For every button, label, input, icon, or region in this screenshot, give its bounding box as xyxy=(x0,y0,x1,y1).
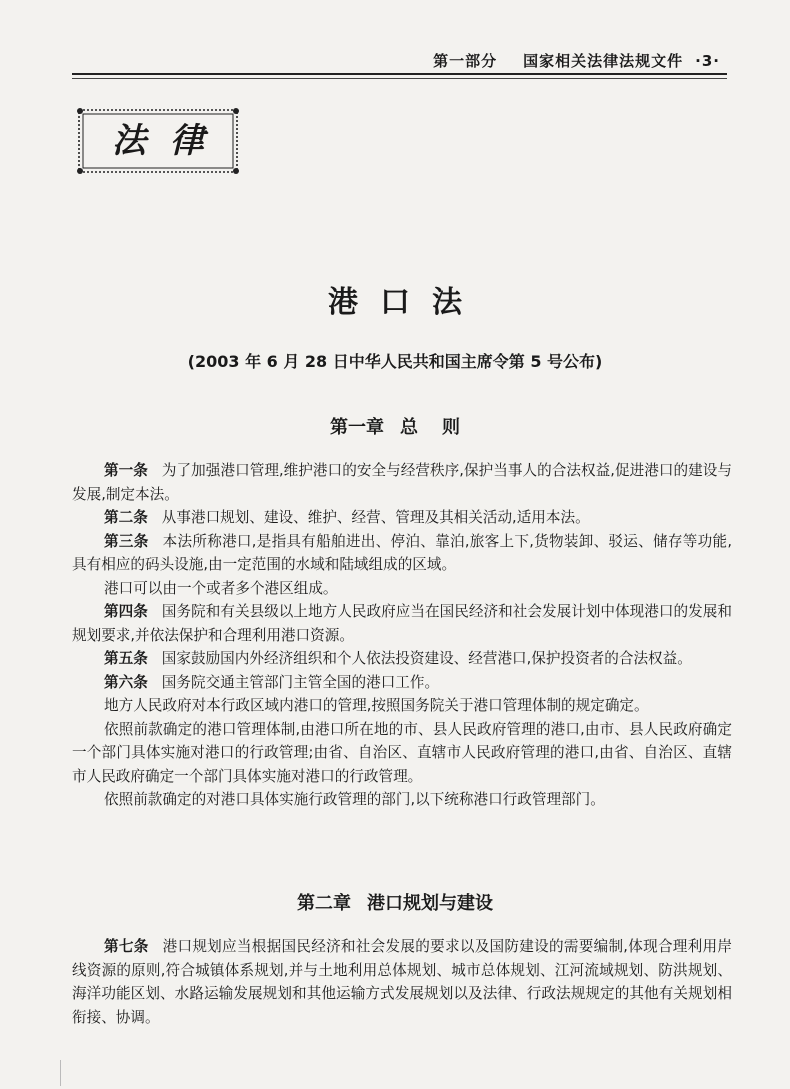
header-rule xyxy=(72,73,727,75)
chapter-2-number: 第二章 xyxy=(297,893,351,914)
chapter-2-body xyxy=(72,935,732,1029)
paragraph-text: 港口可以由一个或者多个港区组成。 xyxy=(104,579,338,597)
section-label: 法律 xyxy=(112,121,228,161)
page-number: ·3· xyxy=(695,52,720,70)
paragraph-text: 地方人民政府对本行政区域内港口的管理,按照国务院关于港口管理体制的规定确定。 xyxy=(104,697,649,714)
paragraph xyxy=(72,694,732,718)
paragraph xyxy=(72,506,732,530)
paragraph xyxy=(72,671,732,695)
header-section: 国家相关法律法规文件 xyxy=(523,52,684,70)
paragraph-text: 依照前款确定的港口管理体制,由港口所在地的市、县人民政府管理的港口,由市、县人民政府确定一个部门具体实施对港口的行政管理;由省、自治区、直辖市人民政府管理的港口,由省、自治区、直辖市人民政府确定一个部门具体实施对港口的行政管理。 xyxy=(72,720,732,785)
paragraph xyxy=(72,647,732,671)
article-number: 第六条 xyxy=(104,673,148,691)
paragraph xyxy=(72,577,732,601)
article-number: 第五条 xyxy=(104,650,148,667)
paragraph-text: 为了加强港口管理,维护港口的安全与经营秩序,保护当事人的合法权益,促进港口的建设与发展,制定本法。 xyxy=(72,462,732,503)
paragraph-text: 国家鼓励国内外经济组织和个人依法投资建设、经营港口,保护投资者的合法权益。 xyxy=(161,650,692,667)
paragraph xyxy=(72,600,732,647)
paragraph-text: 港口规划应当根据国民经济和社会发展的要求以及国防建设的需要编制,体现合理利用岸线资源的原则,符合城镇体系规划,并与土地利用总体规划、城市总体规划、江河流域规划、防洪规划、海洋功能区划、水路运输发展规划和其他运输方式发展规划以及法律、行政法规规定的其他有关规划相衔接、协调。 xyxy=(72,938,732,1026)
section-label-frame xyxy=(76,107,240,175)
document-title: 港口法 xyxy=(328,285,484,320)
article-number: 第三条 xyxy=(104,532,149,550)
article-number: 第二条 xyxy=(104,509,148,526)
paragraph-text: 从事港口规划、建设、维护、经营、管理及其相关活动,适用本法。 xyxy=(161,509,590,526)
chapter-2-name: 港口规划与建设 xyxy=(367,893,493,914)
paragraph xyxy=(72,788,732,812)
paragraph-text: 依照前款确定的对港口具体实施行政管理的部门,以下统称港口行政管理部门。 xyxy=(104,791,605,808)
chapter-1-heading xyxy=(0,413,790,439)
paragraph-text: 国务院交通主管部门主管全国的港口工作。 xyxy=(161,673,440,691)
chapter-1-name-b: 则 xyxy=(442,417,460,438)
chapter-1-name-a: 总 xyxy=(400,417,418,438)
paragraph-text: 国务院和有关县级以上地方人民政府应当在国民经济和社会发展计划中体现港口的发展和规划要求,并依法保护和合理利用港口资源。 xyxy=(72,603,732,644)
paragraph xyxy=(72,718,732,789)
article-number: 第一条 xyxy=(104,462,148,479)
header-part: 第一部分 xyxy=(433,52,498,70)
chapter-2-heading xyxy=(0,889,790,915)
running-header xyxy=(433,50,720,71)
paragraph xyxy=(72,530,732,577)
chapter-1-number: 第一章 xyxy=(330,417,384,438)
scan-artifact xyxy=(60,1060,61,1086)
document-subtitle: (2003 年 6 月 28 日中华人民共和国主席令第 5 号公布) xyxy=(187,352,603,371)
paragraph xyxy=(72,935,732,1029)
header-rule-thin xyxy=(72,78,727,79)
paragraph-text: 本法所称港口,是指具有船舶进出、停泊、靠泊,旅客上下,货物装卸、驳运、储存等功能,具有相应的码头设施,由一定范围的水域和陆域组成的区域。 xyxy=(72,532,732,573)
article-number: 第四条 xyxy=(104,603,148,620)
chapter-1-body xyxy=(72,459,732,812)
article-number: 第七条 xyxy=(104,938,149,955)
paragraph xyxy=(72,459,732,506)
